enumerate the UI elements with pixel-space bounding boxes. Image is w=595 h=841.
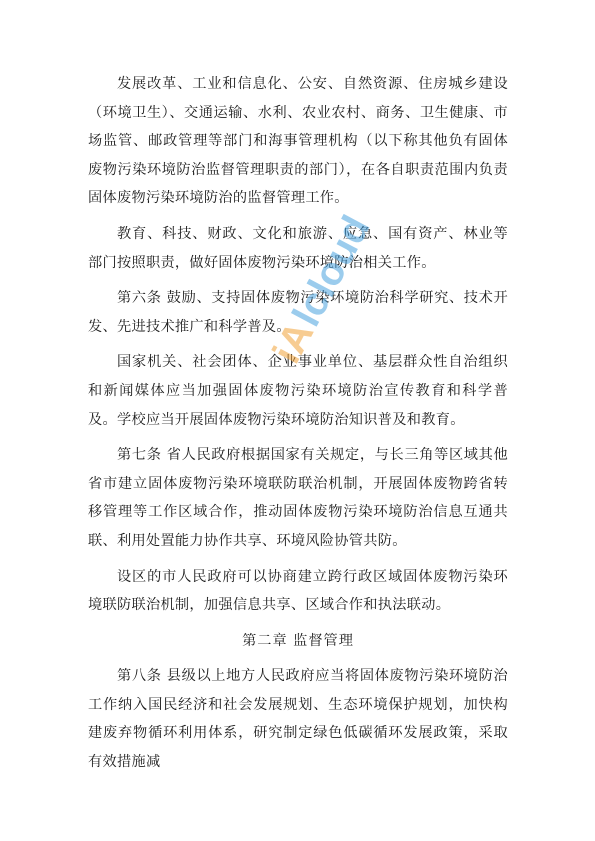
paragraph: 教育、科技、财政、文化和旅游、应急、国有资产、林业等部门按照职责，做好固体废物污染环境防治相关工作。 [88, 225, 508, 271]
paragraph: 发展改革、工业和信息化、公安、自然资源、住房城乡建设（环境卫生）、交通运输、水利、农业农村、商务、卫生健康、市场监管、邮政管理等部门和海事管理机构（以下称其他负有固体废物污染环境防治监督管理职责的部门），在各自职责范围内负责固体废物污染环境防治的监督管理工作。 [88, 76, 508, 207]
watermark-text: lcloud [284, 208, 379, 334]
paragraph: 设区的市人民政府可以协商建立跨行政区域固体废物污染环境联防联治机制，加强信息共享、区域合作和执法联动。 [88, 568, 508, 614]
paragraph: 第六条 鼓励、支持固体废物污染环境防治科学研究、技术开发、先进技术推广和科学普及。 [88, 290, 508, 335]
chapter-heading: 第二章 监督管理 [242, 632, 354, 649]
paragraph: 国家机关、社会团体、企业事业单位、基层群众性自治组织和新闻媒体应当加强固体废物污染环境防治宣传教育和科学普及。学校应当开展固体废物污染环境防治知识普及和教育。 [88, 354, 508, 428]
paragraph: 第八条 县级以上地方人民政府应当将固体废物污染环境防治工作纳入国民经济和社会发展规划、生态环境保护规划，加快构建废弃物循环利用体系，研究制定绿色低碳循环发展政策，采取有效措施减 [88, 668, 508, 771]
document-body [88, 70, 508, 784]
paragraph: 第七条 省人民政府根据国家有关规定，与长三角等区域其他省市建立固体废物污染环境联防联治机制，开展固体废物跨省转移管理等工作区域合作，推动固体废物污染环境防治信息互通共联、利用处置能力协作共享、环境风险协管共防。 [88, 447, 508, 549]
watermark-prefix: iA [264, 314, 323, 371]
